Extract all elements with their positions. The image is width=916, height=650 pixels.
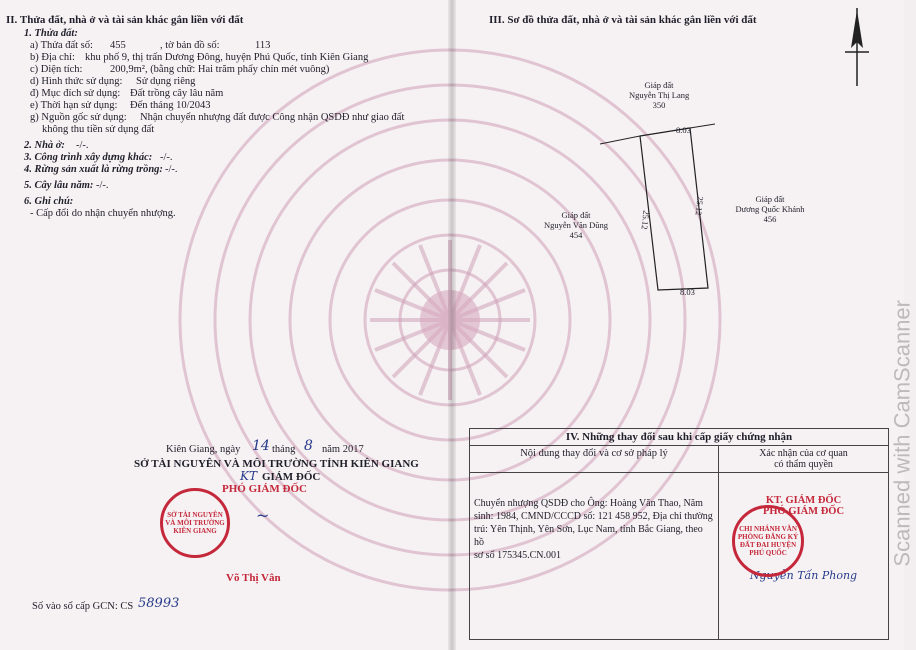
north-neighbor-caption: Giáp đất	[644, 80, 674, 90]
area-value: 200,9m², (bằng chữ: Hai trăm phẩy chín mét vuông)	[110, 64, 330, 75]
usage-form-label: d) Hình thức sử dụng:	[30, 76, 123, 87]
north-neighbor-number: 350	[652, 100, 666, 110]
other-construction-value: -/-.	[160, 152, 173, 163]
note-value: - Cấp đổi do nhận chuyển nhượng.	[30, 208, 176, 219]
issue-month-label: tháng	[272, 444, 296, 455]
issuing-agency: SỞ TÀI NGUYÊN VÀ MÔI TRƯỜNG TỈNH KIÊN GIANG	[134, 458, 419, 470]
confirmation-header-2: có thẩm quyền	[774, 459, 833, 470]
changes-title: IV. Những thay đổi sau khi cấp giấy chứng nhận	[470, 429, 889, 446]
purpose-value: Đất trồng cây lâu năm	[130, 88, 224, 99]
registry-number-label: Số vào sổ cấp GCN: CS	[32, 601, 134, 612]
house-label: 2. Nhà ở:	[24, 140, 65, 151]
parcel-number: 455	[110, 40, 126, 51]
confirm-deputy: PHÓ GIÁM ĐỐC	[762, 506, 845, 517]
west-neighbor-number: 454	[569, 230, 583, 240]
origin-line-1: Nhận chuyển nhượng đất được Công nhận QSDĐ như giao đất	[140, 112, 405, 123]
changes-table	[469, 428, 889, 640]
east-neighbor-caption: Giáp đất	[755, 194, 785, 204]
east-neighbor	[734, 194, 806, 224]
parcel-heading: 1. Thửa đất:	[24, 28, 78, 39]
north-arrow-icon	[842, 8, 872, 88]
official-red-seal: SỞ TÀI NGUYÊN VÀ MÔI TRƯỜNG KIÊN GIANG	[160, 488, 230, 558]
address-value: khu phố 9, thị trấn Dương Đông, huyện Phú Quốc, tỉnh Kiên Giang	[85, 52, 369, 63]
address-label: b) Địa chỉ:	[30, 52, 75, 63]
confirm-kt: KT. GIÁM ĐỐC	[765, 495, 842, 506]
section-2-title: II. Thửa đất, nhà ở và tài sản khác gắn liền với đất	[6, 14, 244, 26]
west-neighbor	[541, 210, 611, 240]
changes-col-content: Nội dung thay đổi và cơ sở pháp lý	[470, 446, 719, 473]
camscanner-watermark: Scanned with CamScanner	[890, 300, 915, 567]
map-sheet-label: , tờ bản đồ số:	[160, 40, 220, 51]
change-line-3: trú: Yên Thịnh, Yên Sơn, Lục Nam, tỉnh Bắc Giang, theo hồ	[474, 524, 703, 548]
section-3-title: III. Sơ đồ thửa đất, nhà ở và tài sản khác gắn liền với đất	[489, 14, 757, 26]
changes-header-row	[470, 446, 889, 473]
forest-value: -/-.	[165, 164, 178, 175]
term-value: Đến tháng 10/2043	[130, 100, 211, 111]
forest-label: 4. Rừng sản xuất là rừng trồng:	[24, 164, 163, 175]
dimension-left: 25.12	[639, 209, 652, 231]
kt-handwritten: KT	[240, 469, 257, 483]
north-neighbor-name: Nguyễn Thị Lang	[629, 90, 690, 100]
confirmation-header-1: Xác nhận của cơ quan	[759, 448, 848, 459]
term-label: e) Thời hạn sử dụng:	[30, 100, 118, 111]
dimension-right: 25.12	[693, 195, 706, 217]
east-neighbor-number: 456	[763, 214, 777, 224]
issue-day: 14	[252, 438, 270, 454]
change-line-4: sơ số 175345.CN.001	[474, 550, 561, 561]
purpose-label: đ) Mục đích sử dụng:	[30, 88, 121, 99]
east-neighbor-name: Dương Quốc Khánh	[735, 204, 805, 214]
north-neighbor	[629, 80, 689, 110]
page-crease	[448, 0, 456, 650]
registry-number: 58993	[138, 596, 180, 611]
change-line-1: Chuyển nhượng QSDĐ cho Ông: Hoàng Văn Thao, Năm	[474, 498, 703, 509]
deputy-director-stamp: PHÓ GIÁM ĐỐC	[222, 483, 307, 495]
west-neighbor-caption: Giáp đất	[561, 210, 591, 220]
usage-form-value: Sử dụng riêng	[136, 76, 196, 87]
west-neighbor-name: Nguyễn Văn Dũng	[543, 220, 609, 230]
dimension-bottom: 8.03	[680, 287, 695, 297]
change-entry	[470, 473, 719, 640]
note-label: 6. Ghi chú:	[24, 196, 74, 207]
parcel-number-label: a) Thửa đất số:	[30, 40, 93, 51]
issue-year: năm 2017	[322, 444, 364, 455]
perennial-label: 5. Cây lâu năm:	[24, 180, 94, 191]
issue-date-prefix: Kiên Giang, ngày	[166, 444, 241, 455]
dimension-top: 8.03	[676, 125, 691, 135]
change-line-2: sinh: 1984, CMND/CCCD số: 121 458 952, Địa chỉ thường	[474, 511, 713, 522]
map-sheet-number: 113	[255, 40, 271, 51]
perennial-value: -/-.	[96, 180, 109, 191]
origin-line-2: không thu tiền sử dụng đất	[42, 124, 155, 135]
changes-col-confirmation	[719, 446, 889, 473]
director-title: GIÁM ĐỐC	[262, 471, 321, 483]
director-signature: ~	[256, 506, 270, 525]
house-value: -/-.	[76, 140, 89, 151]
changes-entry-row	[470, 473, 889, 640]
branch-red-seal: CHI NHÁNH VĂN PHÒNG ĐĂNG KÝ ĐẤT ĐAI HUYỆN PHÚ QUỐC	[732, 505, 804, 577]
confirm-signer: Nguyễn Tấn Phong	[749, 569, 858, 582]
origin-label: g) Nguồn gốc sử dụng:	[30, 112, 127, 123]
other-construction-label: 3. Công trình xây dựng khác:	[24, 152, 153, 163]
area-label: c) Diện tích:	[30, 64, 83, 75]
changes-title-row	[470, 429, 889, 446]
issue-month: 8	[304, 438, 313, 454]
signer-name: Võ Thị Vân	[226, 572, 281, 584]
